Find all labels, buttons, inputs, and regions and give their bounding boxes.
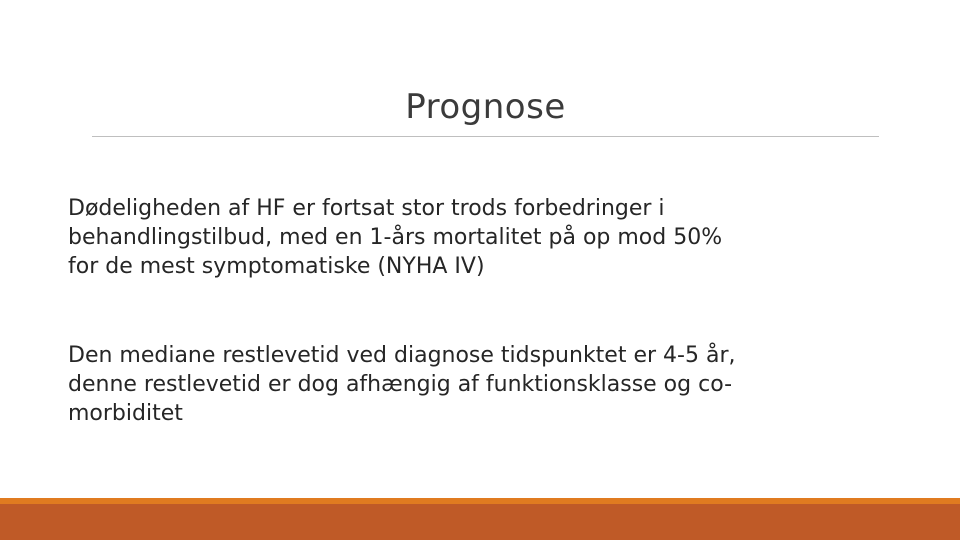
- title-divider: [92, 136, 879, 137]
- paragraph-line: Dødeligheden af HF er fortsat stor trods forbedringer i: [68, 196, 665, 221]
- body-paragraph-1: [68, 194, 928, 281]
- body-paragraph-2: [68, 341, 928, 428]
- paragraph-line: behandlingstilbud, med en 1-års mortalitet på op mod 50%: [68, 225, 723, 250]
- paragraph-line: morbiditet: [68, 401, 183, 426]
- slide-title: Prognose: [405, 87, 566, 127]
- paragraph-line: for de mest symptomatiske (NYHA IV): [68, 254, 485, 279]
- footer-band: [0, 504, 960, 540]
- paragraph-line: Den mediane restlevetid ved diagnose tidspunktet er 4-5 år,: [68, 343, 736, 368]
- paragraph-line: denne restlevetid er dog afhængig af funktionsklasse og co-: [68, 372, 733, 397]
